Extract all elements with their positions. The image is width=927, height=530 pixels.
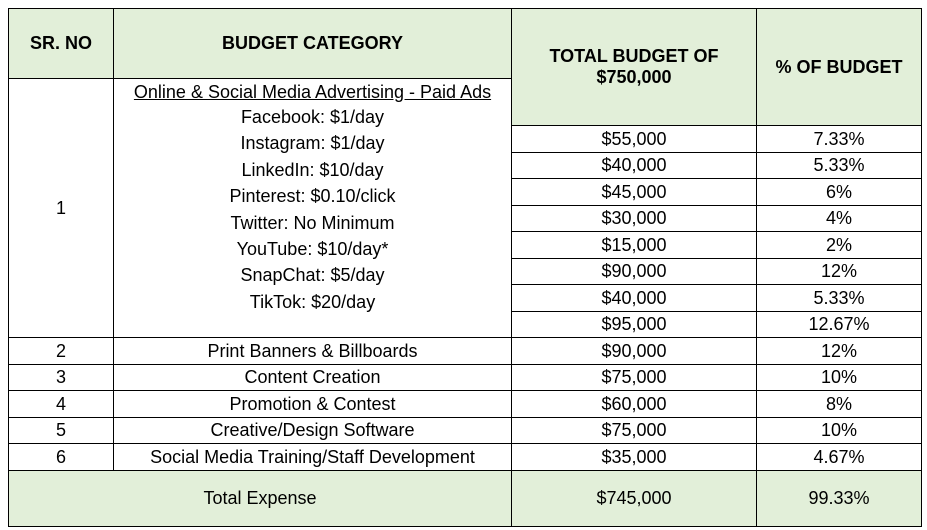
amount-cell: $40,000 bbox=[512, 152, 757, 179]
percent-cell: 2% bbox=[757, 232, 922, 259]
group1-item-label: Facebook: $1/day bbox=[240, 107, 385, 127]
amount-cell: $40,000 bbox=[512, 285, 757, 312]
group1-item-label: SnapChat: $5/day bbox=[240, 265, 385, 286]
percent-cell: 12.67% bbox=[757, 311, 922, 338]
amount-cell: $15,000 bbox=[512, 232, 757, 259]
total-label: Total Expense bbox=[9, 470, 512, 526]
header-total-budget bbox=[512, 9, 757, 126]
amount-cell: $90,000 bbox=[512, 338, 757, 365]
group1-title: Online & Social Media Advertising - Paid Ads bbox=[133, 82, 492, 102]
category-cell: Social Media Training/Staff Development bbox=[114, 444, 512, 471]
category-cell: Creative/Design Software bbox=[114, 417, 512, 444]
amount-cell: $35,000 bbox=[512, 444, 757, 471]
total-percent: 99.33% bbox=[757, 470, 922, 526]
sr-no-cell: 4 bbox=[9, 391, 114, 418]
table-row bbox=[9, 444, 922, 471]
amount-cell: $95,000 bbox=[512, 311, 757, 338]
table-row bbox=[9, 417, 922, 444]
amount-cell: $60,000 bbox=[512, 391, 757, 418]
percent-cell: 10% bbox=[757, 417, 922, 444]
header-budget-category: BUDGET CATEGORY bbox=[114, 9, 512, 79]
table-row bbox=[9, 338, 922, 365]
category-cell: Print Banners & Billboards bbox=[114, 338, 512, 365]
group1-category-cell bbox=[114, 79, 512, 338]
category-cell: Promotion & Contest bbox=[114, 391, 512, 418]
percent-cell: 5.33% bbox=[757, 152, 922, 179]
percent-cell: 12% bbox=[757, 258, 922, 285]
percent-cell: 5.33% bbox=[757, 285, 922, 312]
sr-no-cell: 5 bbox=[9, 417, 114, 444]
percent-cell: 4.67% bbox=[757, 444, 922, 471]
amount-cell: $45,000 bbox=[512, 179, 757, 206]
table-row bbox=[9, 364, 922, 391]
group1-item-label: Twitter: No Minimum bbox=[230, 212, 395, 233]
group1-item-label: LinkedIn: $10/day bbox=[241, 159, 384, 180]
group1-item-label: Instagram: $1/day bbox=[240, 133, 385, 154]
sr-no-cell: 2 bbox=[9, 338, 114, 365]
group1-item-label: TikTok: $20/day bbox=[249, 291, 376, 312]
total-amount: $745,000 bbox=[512, 470, 757, 526]
sr-no-cell: 3 bbox=[9, 364, 114, 391]
header-row bbox=[9, 9, 922, 79]
amount-cell: $90,000 bbox=[512, 258, 757, 285]
percent-cell: 10% bbox=[757, 364, 922, 391]
group1-sr-no: 1 bbox=[9, 79, 114, 338]
total-row bbox=[9, 470, 922, 526]
group1-item-label: YouTube: $10/day* bbox=[236, 239, 389, 260]
amount-cell: $75,000 bbox=[512, 364, 757, 391]
header-percent-of-budget: % OF BUDGET bbox=[757, 9, 922, 126]
percent-cell: 12% bbox=[757, 338, 922, 365]
sr-no-cell: 6 bbox=[9, 444, 114, 471]
percent-cell: 7.33% bbox=[757, 126, 922, 153]
amount-cell: $55,000 bbox=[512, 126, 757, 153]
header-total-budget-text: TOTAL BUDGET OF $750,000 bbox=[549, 46, 719, 87]
percent-cell: 6% bbox=[757, 179, 922, 206]
table-row bbox=[9, 391, 922, 418]
percent-cell: 4% bbox=[757, 205, 922, 232]
category-cell: Content Creation bbox=[114, 364, 512, 391]
percent-cell: 8% bbox=[757, 391, 922, 418]
group1-item-label: Pinterest: $0.10/click bbox=[229, 186, 396, 207]
budget-table bbox=[8, 8, 922, 527]
header-sr-no: SR. NO bbox=[9, 9, 114, 79]
amount-cell: $30,000 bbox=[512, 205, 757, 232]
amount-cell: $75,000 bbox=[512, 417, 757, 444]
